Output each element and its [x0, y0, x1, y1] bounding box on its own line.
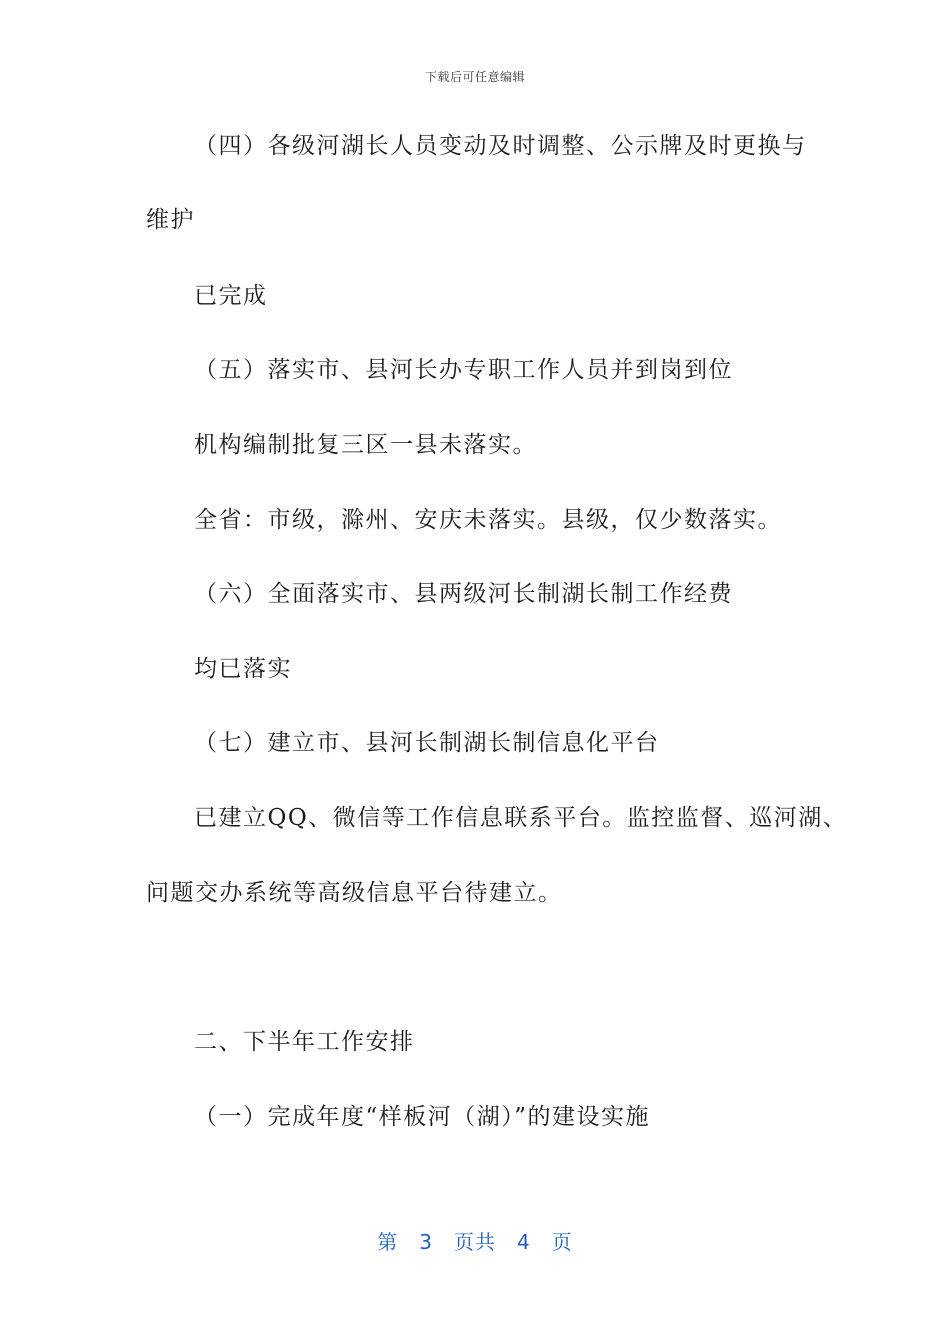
paragraph-line: 已完成: [194, 283, 268, 309]
header-note: 下载后可任意编辑: [424, 70, 525, 84]
paragraph-line: 问题交办系统等高级信息平台待建立。: [146, 880, 563, 906]
section-heading: （七）建立市、县河长制湖长制信息化平台: [194, 730, 660, 756]
section-heading: （五）落实市、县河长办专职工作人员并到岗到位: [194, 357, 733, 383]
chapter-heading: 二、下半年工作安排: [194, 1029, 415, 1055]
page-number: 第 3 页共 4 页: [377, 1230, 573, 1254]
section-heading: （一）完成年度“样板河（湖）”的建设实施: [194, 1104, 651, 1130]
paragraph-line: 均已落实: [194, 656, 292, 682]
paragraph-line: 全省：市级，滁州、安庆未落实。县级，仅少数落实。: [194, 507, 782, 533]
paragraph-line: （四）各级河湖长人员变动及时调整、公示牌及时更换与: [194, 133, 807, 159]
paragraph-line: 维护: [146, 207, 195, 233]
section-heading: （六）全面落实市、县两级河长制湖长制工作经费: [194, 581, 733, 607]
paragraph-line: 机构编制批复三区一县未落实。: [194, 432, 537, 458]
paragraph-line: 已建立QQ、微信等工作信息联系平台。监控监督、巡河湖、: [194, 805, 848, 831]
